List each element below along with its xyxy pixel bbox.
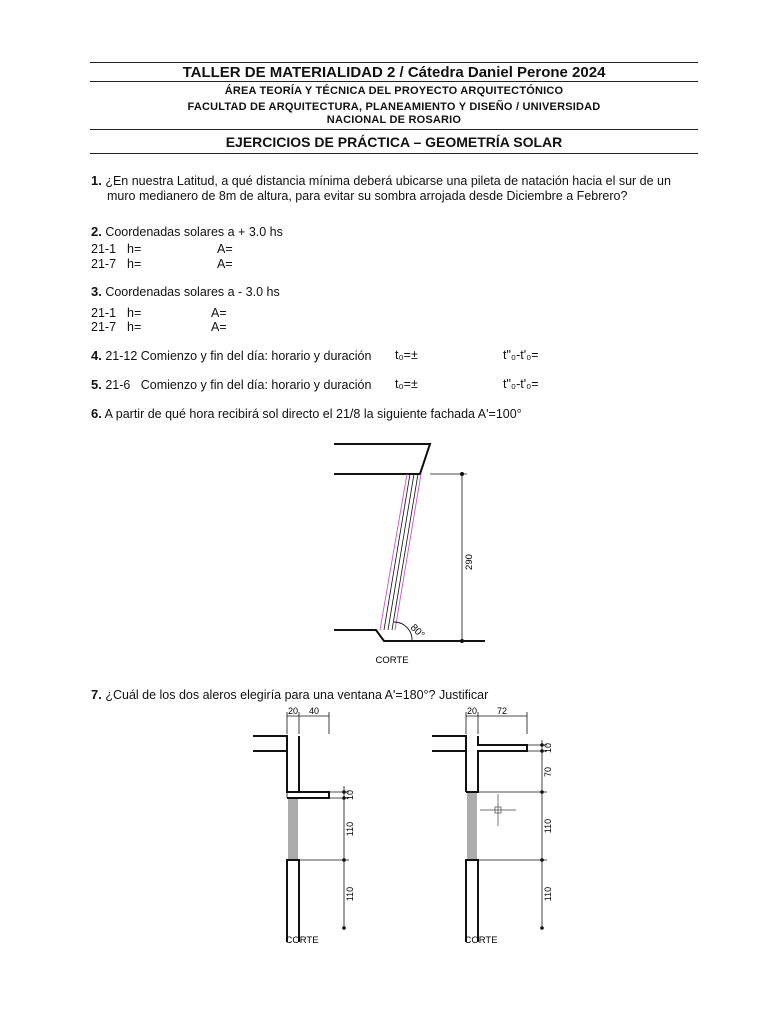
question-number: 2. <box>91 224 102 239</box>
q3-row-date: 21-1 <box>91 306 117 320</box>
dimension-tick <box>540 790 544 794</box>
question-2 <box>91 224 283 239</box>
q3-row-a: A= <box>211 306 227 320</box>
vertical-dimension-label: 110 <box>543 886 553 902</box>
question-2-text: Coordenadas solares a + 3.0 hs <box>105 225 283 239</box>
q2-row-h: h= <box>127 257 142 271</box>
vertical-dimension-label: 10 <box>345 789 355 801</box>
question-3 <box>91 284 280 299</box>
rule-section <box>90 153 698 154</box>
figure-caption: CORTE <box>285 935 319 946</box>
rule-top <box>90 62 698 63</box>
upper-wall-and-eave <box>253 736 329 798</box>
question-7-text: ¿Cuál de los dos aleros elegiría para una ventana A'=180°? Justificar <box>105 688 489 702</box>
vertical-dimension-label: 70 <box>543 766 553 778</box>
question-1 <box>91 173 703 204</box>
q4-t0: t₀=± <box>395 348 418 362</box>
faculty-heading: FACULTAD DE ARQUITECTURA, PLANEAMIENTO Y DISEÑO / UNIVERSIDAD NACIONAL DE ROSARIO <box>187 101 601 126</box>
glass-lines <box>380 474 421 630</box>
inclined-glazing <box>384 474 418 630</box>
dimension-tick <box>342 858 346 862</box>
eave-option-a-drawing <box>245 702 385 948</box>
vertical-dimension-label: 110 <box>345 821 355 837</box>
question-3-text: Coordenadas solares a - 3.0 hs <box>105 285 280 299</box>
rule-faculty <box>90 129 698 130</box>
question-1-line-1: ¿En nuestra Latitud, a qué distancia mínima deberá ubicarse una pileta de natación hacia el sur de un <box>105 174 671 188</box>
vertical-dimension-label: 110 <box>543 818 553 834</box>
dimension-tick <box>342 926 346 930</box>
question-number: 4. <box>91 348 102 363</box>
q5-t0: t₀=± <box>395 377 418 391</box>
vertical-dimension-label: 10 <box>543 742 553 754</box>
q3-row-h: h= <box>127 320 142 334</box>
document-title: TALLER DE MATERIALIDAD 2 / Cátedra Daniel Perone 2024 <box>182 64 606 81</box>
question-4 <box>91 348 371 363</box>
top-dimension-label: 40 <box>308 706 320 716</box>
lower-wall <box>287 860 299 942</box>
dimension-tick <box>540 858 544 862</box>
angle-label: 80° <box>407 622 427 641</box>
eave-option-b-drawing <box>424 702 564 948</box>
q3-row-date: 21-7 <box>91 320 117 334</box>
question-number: 1. <box>91 173 102 188</box>
q2-row-a: A= <box>217 242 233 256</box>
question-4-text: 21-12 Comienzo y fin del día: horario y duración <box>105 349 372 363</box>
dimension-tick <box>460 639 464 643</box>
height-dimension <box>430 474 467 641</box>
lower-wall <box>466 860 478 942</box>
height-dimension-label: 290 <box>464 554 475 570</box>
figure-caption: CORTE <box>375 655 409 666</box>
rule-title <box>90 81 698 82</box>
upper-slab <box>334 444 430 474</box>
q5-duration: t"₀-t'₀= <box>503 377 539 391</box>
dimension-tick <box>540 926 544 930</box>
crosshair-cursor-icon <box>480 794 516 826</box>
top-dimension-label: 20 <box>287 706 299 716</box>
q4-duration: t"₀-t'₀= <box>503 348 539 362</box>
q2-row-h: h= <box>127 242 142 256</box>
top-dimension-label: 72 <box>496 706 508 716</box>
window-glazing <box>468 792 476 860</box>
question-5 <box>91 377 371 392</box>
question-number: 3. <box>91 284 102 299</box>
q2-row-date: 21-7 <box>91 257 117 271</box>
dimension-tick <box>460 472 464 476</box>
question-7 <box>91 687 488 702</box>
facade-section-drawing <box>310 436 500 670</box>
question-5-text: 21-6 Comienzo y fin del día: horario y duración <box>105 378 372 392</box>
q3-row-h: h= <box>127 306 142 320</box>
question-number: 5. <box>91 377 102 392</box>
vertical-dimension-label: 110 <box>345 886 355 902</box>
area-heading: ÁREA TEORÍA Y TÉCNICA DEL PROYECTO ARQUITECTÓNICO <box>224 85 564 97</box>
question-number: 6. <box>91 406 102 421</box>
question-6-text: A partir de qué hora recibirá sol directo el 21/8 la siguiente fachada A'=100° <box>104 407 522 421</box>
upper-wall-and-eave <box>432 736 527 792</box>
question-number: 7. <box>91 687 102 702</box>
window-glazing <box>289 798 297 860</box>
figure-caption: CORTE <box>464 935 498 946</box>
q3-row-a: A= <box>211 320 227 334</box>
vertical-dimension <box>478 740 547 928</box>
section-heading: EJERCICIOS DE PRÁCTICA – GEOMETRÍA SOLAR <box>225 134 563 150</box>
question-1-line-2: muro medianero de 8m de altura, para evitar su sombra arrojada desde Diciembre a Febrero? <box>107 189 628 203</box>
vertical-dimension <box>299 786 349 928</box>
top-dimension-label: 20 <box>466 706 478 716</box>
q2-row-a: A= <box>217 257 233 271</box>
question-6 <box>91 406 522 421</box>
q2-row-date: 21-1 <box>91 242 117 256</box>
